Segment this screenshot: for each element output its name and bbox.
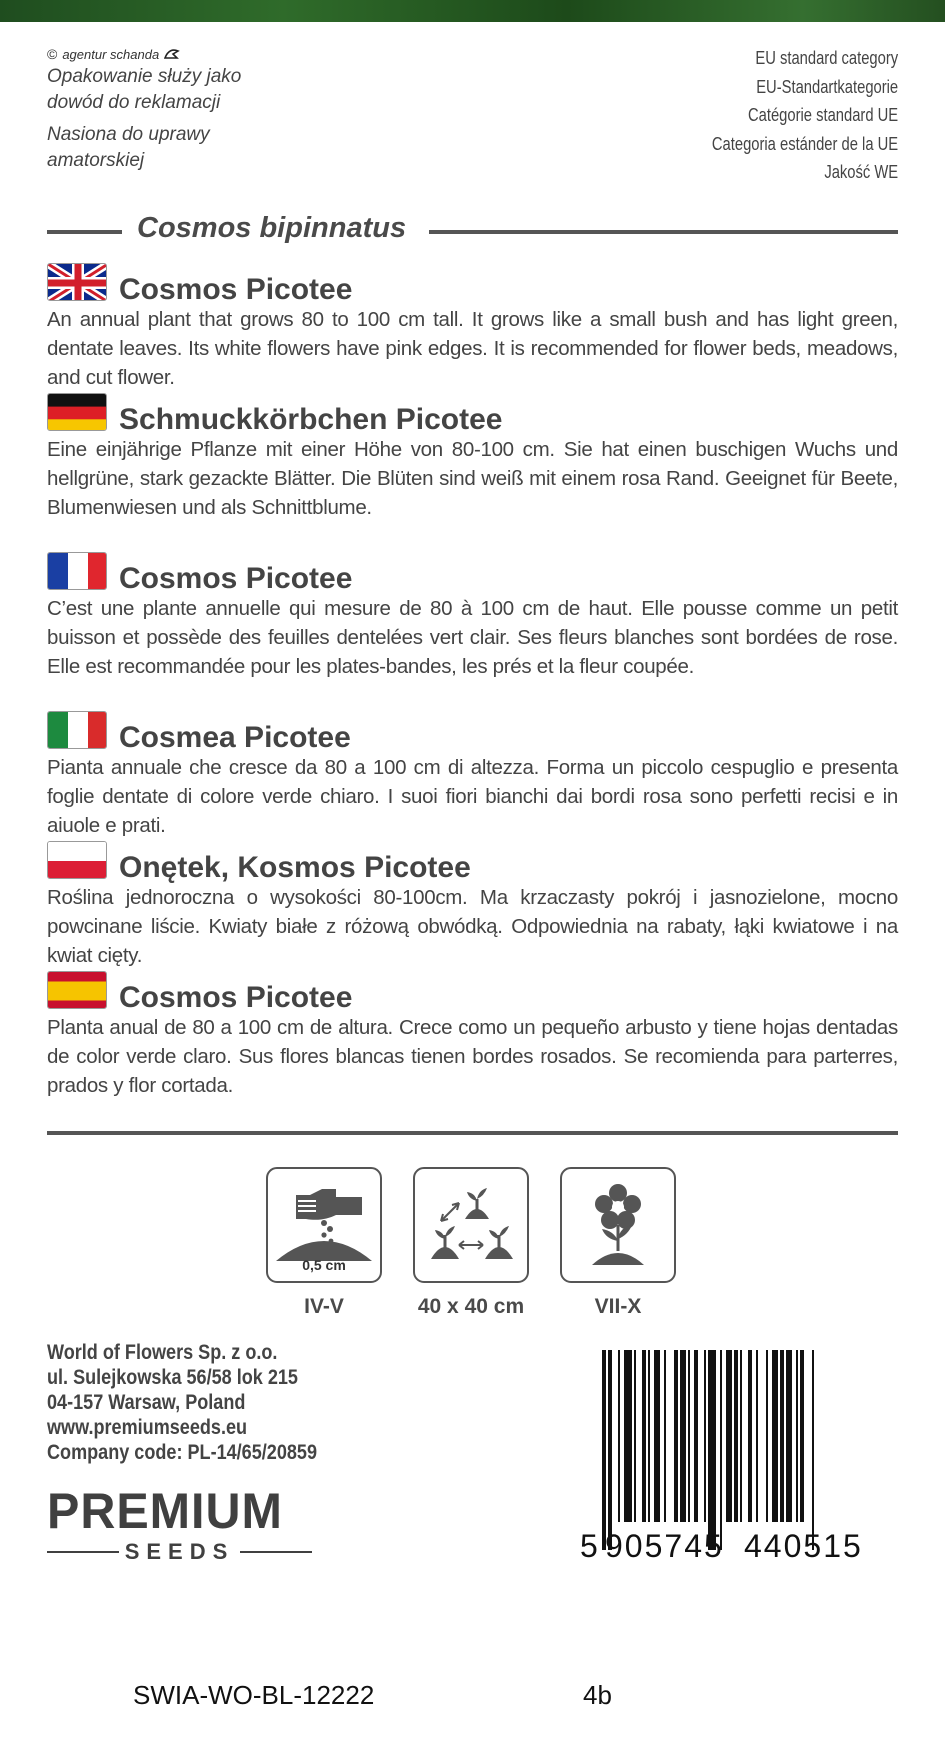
eu-category-line: Categoria estánder de la UE bbox=[711, 133, 898, 154]
company-line: 04-157 Warsaw, Poland bbox=[47, 1390, 246, 1414]
barcode-bar bbox=[648, 1350, 650, 1522]
note-line: Opakowanie służy jako bbox=[47, 66, 242, 87]
sowing-period-label: IV-V bbox=[304, 1295, 344, 1318]
section-text: C’est une plante annuelle qui mesure de 80 à 100 cm de haut. Elle pousse comme un petit buisson et possède des feuilles dentelées vert clair. Ses fleurs blanches sont bordées de rose. Elle est recommandée pour les plates-bandes, les prés et la fleur coupée. bbox=[47, 597, 898, 678]
barcode-bar bbox=[766, 1350, 768, 1522]
barcode-bar bbox=[720, 1350, 722, 1550]
barcode-bar bbox=[708, 1350, 716, 1550]
brand-main: PREMIUM bbox=[47, 1483, 283, 1539]
barcode-bar bbox=[654, 1350, 660, 1522]
barcode-bar bbox=[674, 1350, 678, 1522]
barcode-bar bbox=[642, 1350, 646, 1522]
description-italian bbox=[47, 711, 898, 840]
barcode-bar bbox=[734, 1350, 738, 1522]
italy-flag-icon bbox=[47, 711, 107, 749]
barcode-bar bbox=[740, 1350, 742, 1522]
flowering-icon bbox=[560, 1167, 676, 1283]
barcode-digit-first: 5 bbox=[580, 1528, 598, 1562]
company-line: ul. Sulejkowska 56/58 lok 215 bbox=[47, 1365, 298, 1389]
note-line: amatorskiej bbox=[47, 150, 145, 171]
description-polish bbox=[47, 841, 898, 970]
barcode-bar bbox=[624, 1350, 632, 1522]
section-text: Eine einjährige Pflanze mit einer Höhe von 80-100 cm. Sie hat einen buschigen Wuchs und hellgrüne, stark gezackte Blätter. Die Blüten sind weiß mit einem rosa Rand. Geeignet für Beete, Blumenwiesen und als Schnittblume. bbox=[47, 438, 898, 519]
germany-flag-icon bbox=[47, 393, 107, 431]
barcode-bar bbox=[796, 1350, 798, 1522]
note-line: dowód do reklamacji bbox=[47, 92, 221, 113]
section-title: Cosmos Picotee bbox=[119, 273, 353, 306]
company-address bbox=[47, 1340, 447, 1465]
plant-spacing-label: 40 x 40 cm bbox=[417, 1295, 525, 1318]
barcode-bar bbox=[694, 1350, 698, 1522]
section-text: Pianta annuale che cresce da 80 a 100 cm di altezza. Forma un piccolo cespuglio e presenta foglie dentate di colore verde chiaro. I suoi fiori bianchi dai bordi rosa sono perfetti recisi e in aiuole e prati. bbox=[47, 756, 898, 837]
eu-category-line: Jakość WE bbox=[824, 162, 898, 182]
print-variant: 4b bbox=[583, 1680, 612, 1710]
barcode-bar bbox=[634, 1350, 636, 1522]
note-line: Nasiona do uprawy bbox=[47, 124, 210, 145]
barcode-bar bbox=[688, 1350, 690, 1522]
uk-flag-icon bbox=[47, 263, 107, 301]
barcode-bar bbox=[726, 1350, 732, 1522]
eu-category bbox=[671, 44, 898, 187]
barcode-bar bbox=[800, 1350, 804, 1522]
france-flag-icon bbox=[47, 552, 107, 590]
barcode-bar bbox=[748, 1350, 752, 1522]
barcode-digits-left: 905745 bbox=[605, 1528, 724, 1562]
company-line: World of Flowers Sp. z o.o. bbox=[47, 1340, 278, 1364]
brand-sub: SEEDS bbox=[124, 1539, 235, 1564]
barcode-bar bbox=[618, 1350, 620, 1522]
top-photo-strip bbox=[0, 0, 945, 22]
copyright-text: agentur schanda bbox=[62, 46, 160, 62]
description-german bbox=[47, 393, 898, 522]
barcode-bar bbox=[664, 1350, 666, 1522]
section-title: Schmuckkörbchen Picotee bbox=[119, 403, 503, 436]
logo-line bbox=[240, 1551, 312, 1553]
barcode-digits-right: 440515 bbox=[744, 1528, 863, 1562]
barcode-bar bbox=[608, 1350, 612, 1550]
divider-line bbox=[47, 1131, 898, 1135]
premium-seeds-logo bbox=[47, 1485, 312, 1565]
barcode-bar bbox=[812, 1350, 814, 1550]
barcode-bar bbox=[680, 1350, 686, 1522]
barcode-bar bbox=[602, 1350, 606, 1550]
barcode bbox=[572, 1350, 902, 1562]
barcode-bar bbox=[756, 1350, 758, 1522]
packet-notes bbox=[47, 44, 377, 174]
divider-line bbox=[47, 230, 122, 234]
sowing-depth-icon bbox=[266, 1167, 382, 1283]
barcode-bar bbox=[704, 1350, 706, 1522]
species-name: Cosmos bipinnatus bbox=[137, 212, 407, 244]
section-text: Roślina jednoroczna o wysokości 80-100cm. Ma krzaczasty pokrój i jasnozielone, mocno powcinane liście. Kwiaty białe z różową obwódką. Odpowiednia na rabaty, łąki kwiatowe i na kwiat cięty. bbox=[47, 886, 898, 967]
section-text: Planta anual de 80 a 100 cm de altura. Crece como un pequeño arbusto y tiene hojas dentadas de color verde claro. Sus flores blancas tienen bordes rosados. Se recomienda para parterres, prados y flor cortada. bbox=[47, 1016, 898, 1097]
product-code: SWIA-WO-BL-12222 bbox=[133, 1680, 375, 1710]
section-title: Cosmos Picotee bbox=[119, 981, 353, 1014]
section-title: Cosmea Picotee bbox=[119, 721, 351, 754]
flowering-period-label: VII-X bbox=[594, 1295, 642, 1318]
eu-category-line: Catégorie standard UE bbox=[747, 105, 898, 125]
barcode-bar bbox=[772, 1350, 778, 1522]
eu-category-line: EU-Standartkategorie bbox=[756, 76, 898, 97]
spain-flag-icon bbox=[47, 971, 107, 1009]
divider-line bbox=[429, 230, 898, 234]
agency-logo-icon bbox=[164, 48, 180, 60]
sowing-depth-label: 0,5 cm bbox=[302, 1257, 346, 1273]
barcode-bar bbox=[780, 1350, 784, 1522]
description-french bbox=[47, 552, 898, 681]
section-title: Cosmos Picotee bbox=[119, 562, 353, 595]
description-english bbox=[47, 263, 898, 392]
company-line: www.premiumseeds.eu bbox=[47, 1415, 248, 1439]
section-text: An annual plant that grows 80 to 100 cm tall. It grows like a small bush and has light green, dentate leaves. Its white flowers have pink edges. It is recommended for flower beds, meadows, and cut flower. bbox=[47, 308, 898, 389]
company-line: Company code: PL-14/65/20859 bbox=[47, 1440, 318, 1464]
copyright-icon: © bbox=[47, 46, 58, 62]
plant-spacing-icon bbox=[413, 1167, 529, 1283]
description-spanish bbox=[47, 971, 898, 1100]
section-title: Onętek, Kosmos Picotee bbox=[119, 851, 471, 884]
copyright-line bbox=[47, 44, 377, 64]
eu-category-line: EU standard category bbox=[755, 48, 898, 68]
barcode-bar bbox=[786, 1350, 792, 1522]
poland-flag-icon bbox=[47, 841, 107, 879]
species-heading bbox=[47, 210, 898, 250]
